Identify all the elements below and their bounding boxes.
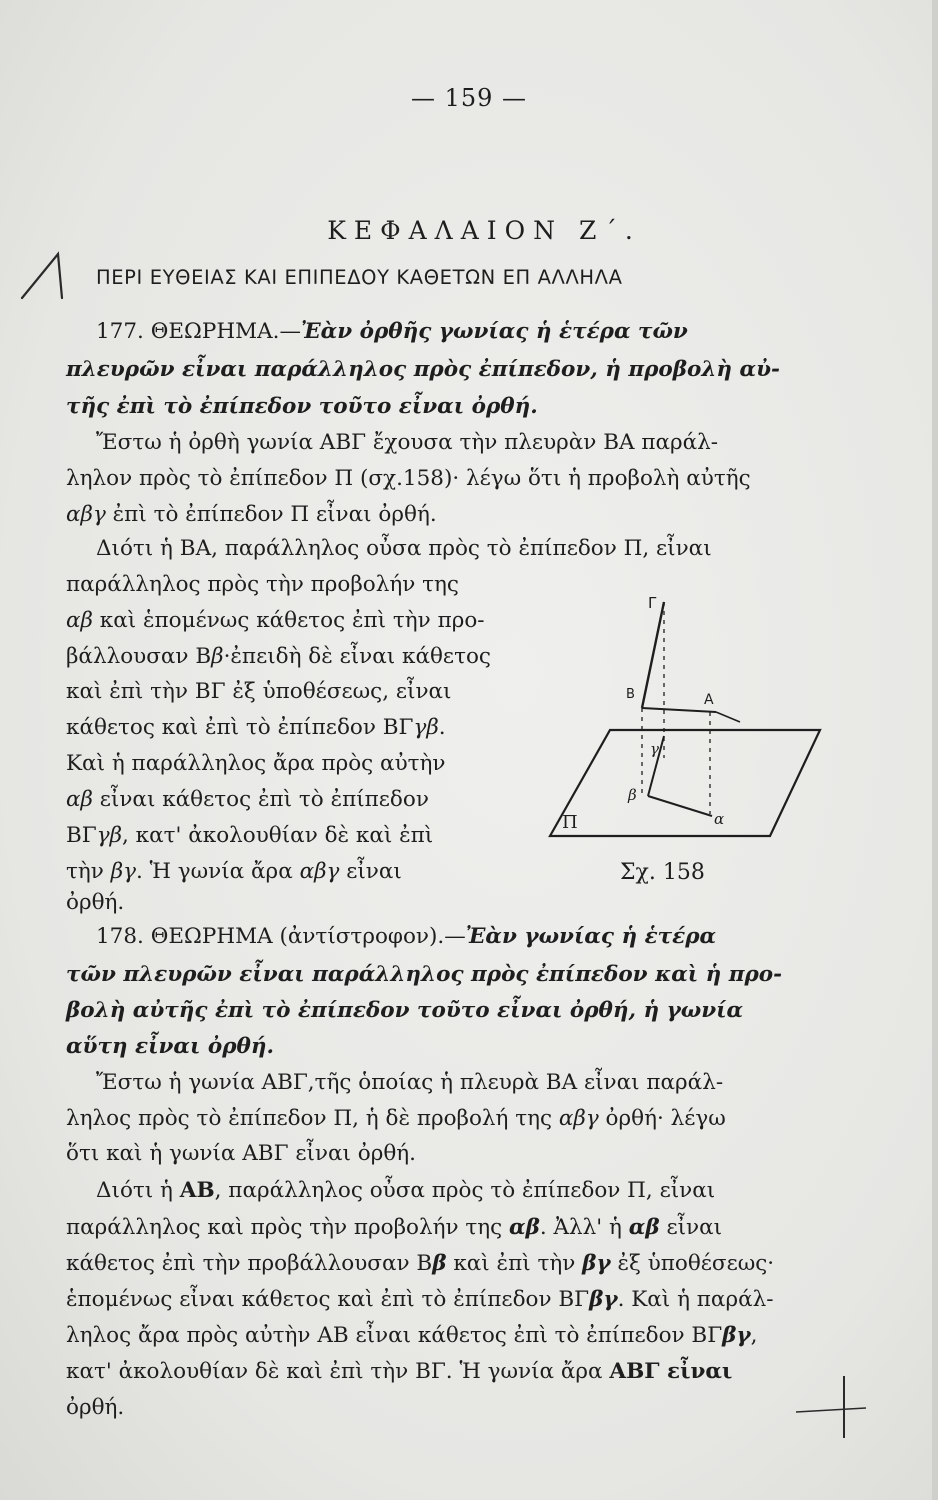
theorem-177-proof-1: Διότι ἡ ΒΑ, παράλληλος οὖσα πρὸς τὸ ἐπίπεδον Π, εἶναι — [96, 536, 712, 561]
theorem-178-proof-5: ληλος ἄρα πρὸς αὐτὴν ΑΒ εἶναι κάθετος ἐπὶ τὸ ἐπίπεδον ΒΓβγ, — [66, 1323, 758, 1348]
pencil-mark-icon — [20, 246, 80, 306]
label-gamma-lower: γ — [650, 740, 659, 758]
theorem-177-proof-7: Καὶ ἡ παράλληλος ἄρα πρὸς αὐτὴν — [66, 751, 446, 776]
theorem-177-proof-9: ΒΓγβ, κατ' ἀκολουθίαν δὲ καὶ ἐπὶ — [66, 823, 434, 848]
theorem-178-line-1: 178. ΘΕΩΡΗΜΑ (ἀντίστροφον).—Ἐὰν γωνίας ἡ ἑτέρα — [96, 924, 717, 949]
label-gamma-upper: Γ — [648, 594, 657, 612]
segment-bc — [642, 602, 664, 708]
theorem-177-proof-10: τὴν βγ. Ἡ γωνία ἄρα αβγ εἶναι — [66, 859, 402, 884]
label-beta-lower: β — [628, 786, 637, 804]
theorem-178-line-3: βολὴ αὐτῆς ἐπὶ τὸ ἐπίπεδον τοῦτο εἶναι ὀρθή, ἡ γωνία — [66, 998, 744, 1023]
page-number: — 159 — — [410, 84, 528, 112]
theorem-177-given-1: Ἔστω ἡ ὀρθὴ γωνία ΑΒΓ ἔχουσα τὴν πλευρὰν ΒΑ παράλ- — [96, 430, 719, 455]
theorem-177-line-3: τῆς ἐπὶ τὸ ἐπίπεδον τοῦτο εἶναι ὀρθή. — [66, 394, 538, 419]
theorem-177-proof-5: καὶ ἐπὶ τὴν ΒΓ ἐξ ὑποθέσεως, εἶναι — [66, 679, 452, 704]
label-plane: Π — [562, 812, 578, 833]
theorem-178-line-4: αὕτη εἶναι ὀρθή. — [66, 1034, 274, 1059]
theorem-178-given-1: Ἔστω ἡ γωνία ΑΒΓ,τῆς ὁποίας ἡ πλευρὰ ΒΑ εἶναι παράλ- — [96, 1070, 724, 1095]
theorem-177-given-3: αβγ ἐπὶ τὸ ἐπίπεδον Π εἶναι ὀρθή. — [66, 502, 437, 527]
segment-ba — [642, 708, 716, 712]
theorem-177-proof-4: βάλλουσαν Ββ·ἐπειδὴ δὲ εἶναι κάθετος — [66, 644, 491, 669]
pencil-cross-icon — [792, 1372, 872, 1442]
theorem-177-proof-6: κάθετος καὶ ἐπὶ τὸ ἐπίπεδον ΒΓγβ. — [66, 715, 446, 740]
theorem-178-given-2: ληλος πρὸς τὸ ἐπίπεδον Π, ἡ δὲ προβολή της αβγ ὀρθή· λέγω — [66, 1106, 726, 1131]
theorem-177-proof-11: ὀρθή. — [66, 890, 125, 915]
figure-caption: Σχ. 158 — [620, 860, 705, 885]
theorem-178-line-2: τῶν πλευρῶν εἶναι παράλληλος πρὸς ἐπίπεδον καὶ ἡ προ- — [66, 962, 783, 987]
theorem-177-given-2: ληλον πρὸς τὸ ἐπίπεδον Π (σχ.158)· λέγω ὅτι ἡ προβολὴ αὐτῆς — [66, 466, 751, 491]
plane-pi — [550, 730, 820, 836]
theorem-178-proof-7: ὀρθή. — [66, 1395, 125, 1420]
theorem-178-proof-6: κατ' ἀκολουθίαν δὲ καὶ ἐπὶ τὴν ΒΓ. Ἡ γωνία ἄρα ΑΒΓ εἶναι — [66, 1359, 733, 1384]
theorem-178-proof-1: Διότι ἡ ΑΒ, παράλληλος οὖσα πρὸς τὸ ἐπίπεδον Π, εἶναι — [96, 1178, 716, 1203]
theorem-178-proof-2: παράλληλος καὶ πρὸς τὴν προβολήν της αβ. Ἀλλ' ἡ αβ εἶναι — [66, 1215, 723, 1240]
label-a-upper: Α — [704, 692, 714, 708]
label-alpha-lower: α — [714, 810, 725, 828]
chapter-title: ΠΕΡΙ ΕΥΘΕΙΑΣ ΚΑΙ ΕΠΙΠΕΔΟΥ ΚΑΘΕΤΩΝ ΕΠ ΑΛΛΗΛΑ — [96, 266, 623, 289]
label-b-upper: Β — [626, 687, 635, 702]
theorem-178-proof-3: κάθετος ἐπὶ τὴν προβάλλουσαν Ββ καὶ ἐπὶ τὴν βγ ἐξ ὑποθέσεως· — [66, 1251, 775, 1276]
segment-betaalpha — [648, 796, 712, 816]
theorem-177-proof-3: αβ καὶ ἑπομένως κάθετος ἐπὶ τὴν προ- — [66, 608, 485, 633]
theorem-177-line-2: πλευρῶν εἶναι παράλληλος πρὸς ἐπίπεδον, ἡ προβολὴ αὐ- — [66, 357, 780, 382]
theorem-177-line-1: 177. ΘΕΩΡΗΜΑ.—Ἐὰν ὀρθῆς γωνίας ἡ ἑτέρα τῶν — [96, 319, 688, 344]
chapter-heading: ΚΕΦΑΛΑΙΟΝ Ζ΄. — [327, 216, 641, 245]
theorem-177-proof-8: αβ εἶναι κάθετος ἐπὶ τὸ ἐπίπεδον — [66, 787, 429, 812]
theorem-177-proof-2: παράλληλος πρὸς τὴν προβολήν της — [66, 572, 459, 597]
segment-ba-tail — [716, 712, 740, 722]
figure-158-diagram — [540, 588, 830, 850]
theorem-178-given-3: ὅτι καὶ ἡ γωνία ΑΒΓ εἶναι ὀρθή. — [66, 1141, 417, 1166]
theorem-178-proof-4: ἑπομένως εἶναι κάθετος καὶ ἐπὶ τὸ ἐπίπεδον ΒΓβγ. Καὶ ἡ παράλ- — [66, 1287, 774, 1312]
